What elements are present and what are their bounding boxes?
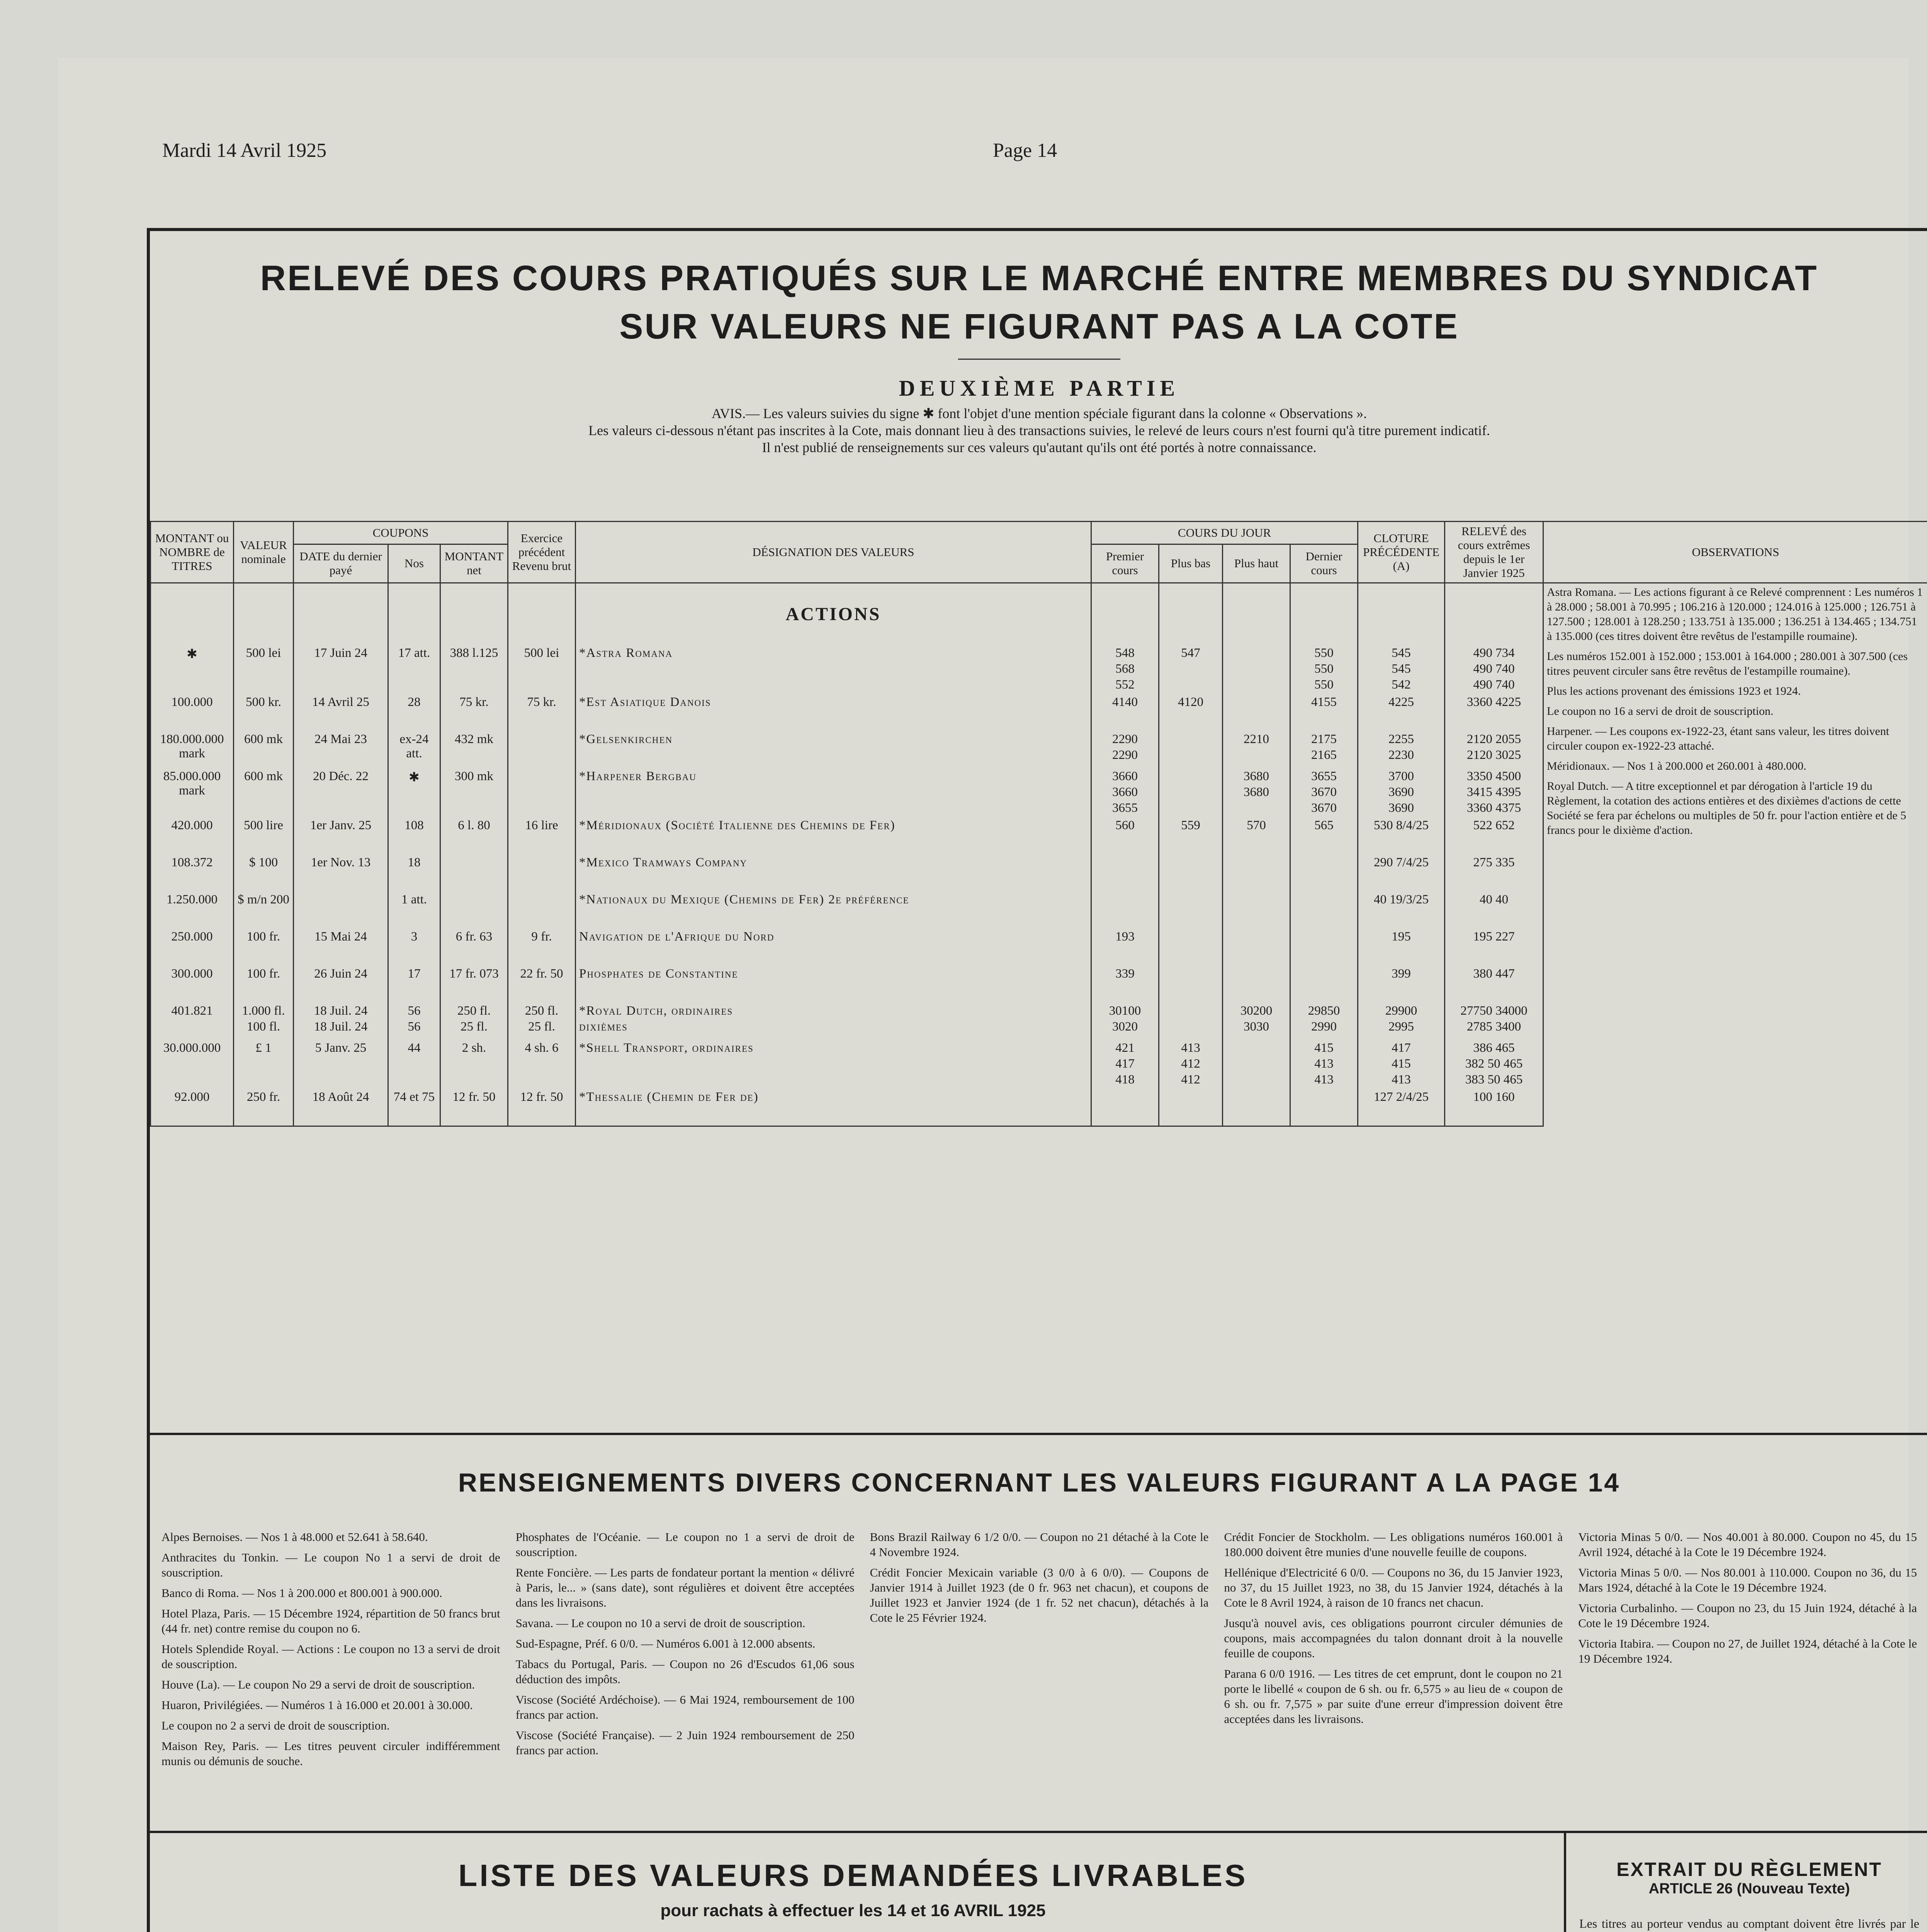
cell-valeur: 100 fr. [234,928,294,965]
cell-valeur: £ 1 [234,1039,294,1088]
liste-subtitle: pour rachats à effectuer les 14 et 16 AVRIL 1925 [660,1901,1046,1920]
renseignement-item: Phosphates de l'Océanie. — Le coupon no 1 a servi de droit de souscription. [515,1530,855,1559]
col-cloture: CLOTURE PRÉCÉDENTE (A) [1358,522,1445,583]
liste-section [150,1838,1927,1932]
cell-premier: 3660 3660 3655 [1091,768,1159,817]
cell-valeur: 1.000 fl. 100 fl. [234,1002,294,1039]
cell-plus-bas [1159,965,1223,1002]
cell-plus-haut [1223,965,1290,1002]
renseignement-item: Victoria Minas 5 0/0. — Nos 40.001 à 80.000. Coupon no 45, du 15 Avril 1924, détaché à la Cote le 19 Décembre 1924. [1578,1530,1917,1559]
cell-montant: 250.000 [151,928,234,965]
cell-dernier: 2175 2165 [1290,731,1358,768]
cell-exercice [508,731,576,768]
cell-designation: *Mexico Tramways Company [576,854,1091,891]
renseignement-item: Rente Foncière. — Les parts de fondateur portant la mention « délivré à Paris, le... » (sans date), sont régulières et doivent être acceptées dans les livraisons. [515,1566,855,1609]
cell-exercice: 75 kr. [508,694,576,731]
renseignement-item: Hellénique d'Electricité 6 0/0. — Coupons no 36, du 15 Janvier 1923, no 37, du 15 Juillet 1923, no 38, du 15 Janvier 1924, détachés à la Cote le 8 Avril 1924, à raison de 10 francs net chacun. [1224,1566,1563,1609]
cell-plus-bas [1159,768,1223,817]
observation-paragraph: Royal Dutch. — A titre exceptionnel et par dérogation à l'article 19 du Règlement, la cotation des actions entières et des dixièmes d'actions de cette Société se fera par échelons ou multiples de 50 fr. pour l'action entière et de 5 francs pour le dixième d'action. [1547,780,1907,837]
cell-plus-haut: 30200 3030 [1223,1002,1290,1039]
renseignements-col-5 [1578,1529,1917,1774]
col-valeur: VALEUR nominale [234,522,294,583]
cell-date: 14 Avril 25 [294,694,388,731]
cell-plus-haut: 3680 3680 [1223,768,1290,817]
cell-net: 6 l. 80 [440,817,508,854]
cell-plus-bas: 547 [1159,645,1223,694]
cell-net: 17 fr. 073 [440,965,508,1002]
cell-valeur: 100 fr. [234,965,294,1002]
renseignement-item: Huaron, Privilégiées. — Numéros 1 à 16.000 et 20.001 à 30.000. [161,1698,473,1712]
renseignement-item: Victoria Curbalinho. — Coupon no 23, du 15 Juin 1924, détaché à la Cote le 19 Décembre 1924. [1578,1601,1917,1630]
cell-designation: *Nationaux du Mexique (Chemins de Fer) 2e préférence [576,891,1091,928]
cell-montant: 180.000.000 mark [151,731,234,768]
cell-dernier: 415 413 413 [1290,1039,1358,1088]
cell-exercice: 16 lire [508,817,576,854]
col-dernier: Dernier cours [1290,544,1358,583]
cell-net: 300 mk [440,768,508,817]
cell-extremes: 40 40 [1445,891,1543,928]
cell-montant: 401.821 [151,1002,234,1039]
cell-date: 17 Juin 24 [294,645,388,694]
title-rule [958,359,1120,360]
cell-montant: 1.250.000 [151,891,234,928]
page [58,58,1923,1932]
cell-premier: 560 [1091,817,1159,854]
liste-title: LISTE DES VALEURS DEMANDÉES LIVRABLES [458,1858,1248,1893]
cell-dernier: 3655 3670 3670 [1290,768,1358,817]
observation-paragraph: Les numéros 152.001 à 152.000 ; 153.001 à 164.000 ; 280.001 à 307.500 (ces titres peuvent circuler sans être revêtus de l'estampille roumaine). [1547,650,1908,677]
cell-extremes: 490 734 490 740 490 740 [1445,645,1543,694]
observation-paragraph: Harpener. — Les coupons ex-1922-23, étant sans valeur, les titres doivent circuler coupon ex-1922-23 attaché. [1547,725,1890,752]
cell-premier: 30100 3020 [1091,1002,1159,1039]
renseignement-item: Crédit Foncier Mexicain variable (3 0/0 à 6 0/0). — Coupons de Janvier 1914 à Juillet 1923 (de 0 fr. 963 net chacun), et coupons de Juillet 1923 et Janvier 1924 (de 1 fr. 52 net chacun), détachés à la Cote le 25 Février 1924. [870,1566,1209,1624]
cell-no: ex-24 att. [388,731,440,768]
cell-designation: *Royal Dutch, ordinaires dixièmes [576,1002,1091,1039]
releve-section [150,254,1927,1433]
cell-plus-haut: 570 [1223,817,1290,854]
cell-plus-bas: 559 [1159,817,1223,854]
renseignement-item: Hotel Plaza, Paris. — 15 Décembre 1924, répartition de 50 francs brut (44 fr. net) contre remise du coupon no 6. [161,1607,500,1635]
cell-exercice: 12 fr. 50 [508,1088,576,1126]
renseignement-item: Viscose (Société Française). — 2 Juin 1924 remboursement de 250 francs par action. [515,1728,855,1757]
cell-premier: 421 417 418 [1091,1039,1159,1088]
cell-cloture: 2255 2230 [1358,731,1445,768]
cell-plus-bas [1159,1002,1223,1039]
releve-title-1: RELEVÉ DES COURS PRATIQUÉS SUR LE MARCHÉ ENTRE MEMBRES DU SYNDICAT [260,259,1818,298]
cell-plus-haut [1223,645,1290,694]
cell-designation: *Harpener Bergbau [576,768,1091,817]
cell-no: 1 att. [388,891,440,928]
cell-valeur: 600 mk [234,731,294,768]
reglement-article: ARTICLE 26 (Nouveau Texte) [1648,1881,1850,1897]
renseignements-col-2 [516,1529,855,1774]
observations-cell [1543,583,1927,1126]
cell-cloture: 4225 [1358,694,1445,731]
cell-cloture: 29900 2995 [1358,1002,1445,1039]
cell-net [440,854,508,891]
cell-montant: 30.000.000 [151,1039,234,1088]
cell-dernier [1290,891,1358,928]
cell-plus-bas [1159,1088,1223,1126]
cell-plus-haut [1223,694,1290,731]
cell-no: 17 [388,965,440,1002]
cell-net: 2 sh. [440,1039,508,1088]
col-observations: OBSERVATIONS [1543,522,1927,583]
cell-plus-haut [1223,928,1290,965]
renseignement-item: Anthracites du Tonkin. — Le coupon No 1 a servi de droit de souscription. [161,1551,500,1579]
cell-designation: *Astra Romana [576,645,1091,694]
cell-exercice: 22 fr. 50 [508,965,576,1002]
cell-extremes: 3360 4225 [1445,694,1543,731]
cell-designation: Phosphates de Constantine [576,965,1091,1002]
reglement-paragraph: Les titres au porteur vendus au comptant doivent être livrés par le [1579,1917,1919,1930]
section-actions-label: ACTIONS [576,583,1091,645]
avis-line-3: Il n'est publié de renseignements sur ces valeurs qu'autant qu'ils ont été portés à notre connaissance. [762,440,1317,455]
col-releve: RELEVÉ des cours extrêmes depuis le 1er Janvier 1925 [1445,522,1543,583]
cell-dernier [1290,965,1358,1002]
cell-cloture: 290 7/4/25 [1358,854,1445,891]
renseignement-item: Savana. — Le coupon no 10 a servi de droit de souscription. [515,1616,805,1630]
cell-no: 3 [388,928,440,965]
cell-exercice: 250 fl. 25 fl. [508,1002,576,1039]
renseignements-col-4 [1224,1529,1563,1774]
col-date: DATE du dernier payé [294,544,388,583]
cell-net: 388 l.125 [440,645,508,694]
main-frame [147,228,1927,1932]
cell-no: 17 att. [388,645,440,694]
renseignements-section [150,1440,1927,1831]
cell-no: 56 56 [388,1002,440,1039]
cell-plus-haut [1223,891,1290,928]
renseignement-item: Bons Brazil Railway 6 1/2 0/0. — Coupon no 21 détaché à la Cote le 4 Novembre 1924. [870,1530,1209,1559]
cell-valeur: $ 100 [234,854,294,891]
cell-dernier [1290,1088,1358,1126]
cell-plus-bas [1159,731,1223,768]
cell-dernier [1290,854,1358,891]
renseignement-item: Hotels Splendide Royal. — Actions : Le coupon no 13 a servi de droit de souscription. [161,1642,500,1671]
cell-premier [1091,854,1159,891]
cell-no: 18 [388,854,440,891]
cell-date: 1er Janv. 25 [294,817,388,854]
cell-net: 250 fl. 25 fl. [440,1002,508,1039]
cell-extremes: 380 447 [1445,965,1543,1002]
cell-net: 12 fr. 50 [440,1088,508,1126]
observation-paragraph: Méridionaux. — Nos 1 à 200.000 et 260.001 à 480.000. [1547,760,1806,772]
cell-designation: Navigation de l'Afrique du Nord [576,928,1091,965]
renseignements-title: RENSEIGNEMENTS DIVERS CONCERNANT LES VALEURS FIGURANT A LA PAGE 14 [458,1468,1621,1497]
col-plus-bas: Plus bas [1159,544,1223,583]
cell-extremes: 195 227 [1445,928,1543,965]
cell-exercice: 9 fr. [508,928,576,965]
cell-montant: 85.000.000 mark [151,768,234,817]
reglement-title: EXTRAIT DU RÈGLEMENT [1616,1859,1882,1880]
cell-montant: 92.000 [151,1088,234,1126]
cell-date: 18 Juil. 24 18 Juil. 24 [294,1002,388,1039]
renseignement-item: Crédit Foncier de Stockholm. — Les obligations numéros 160.001 à 180.000 doivent être munies d'une nouvelle feuille de coupons. [1224,1530,1563,1559]
cell-dernier: 4155 [1290,694,1358,731]
cell-montant: 100.000 [151,694,234,731]
col-exercice: Exercice précédent Revenu brut [508,522,576,583]
page-number: Page 14 [993,139,1057,162]
cell-valeur: 500 lei [234,645,294,694]
liste-heading [150,1858,1556,1920]
col-designation: DÉSIGNATION DES VALEURS [576,522,1091,583]
col-montant: MONTANT ou NOMBRE de TITRES [151,522,234,583]
cell-montant: 420.000 [151,817,234,854]
cell-plus-bas [1159,891,1223,928]
cell-date: 24 Mai 23 [294,731,388,768]
cell-date: 15 Mai 24 [294,928,388,965]
section-divider [150,1433,1927,1435]
cell-premier: 2290 2290 [1091,731,1159,768]
releve-title-2: SUR VALEURS NE FIGURANT PAS A LA COTE [619,307,1459,346]
cell-plus-haut: 2210 [1223,731,1290,768]
renseignement-item: Houve (La). — Le coupon No 29 a servi de droit de souscription. [161,1678,475,1691]
cell-plus-haut [1223,854,1290,891]
cell-dernier: 29850 2990 [1290,1002,1358,1039]
cell-cloture: 530 8/4/25 [1358,817,1445,854]
cell-no: 74 et 75 [388,1088,440,1126]
cell-plus-bas: 4120 [1159,694,1223,731]
cell-cloture: 40 19/3/25 [1358,891,1445,928]
cell-extremes: 2120 2055 2120 3025 [1445,731,1543,768]
cell-dernier: 550 550 550 [1290,645,1358,694]
renseignement-item: Tabacs du Portugal, Paris. — Coupon no 26 d'Escudos 61,06 sous déduction des impôts. [515,1657,855,1686]
cell-premier [1091,891,1159,928]
reglement-rule [1564,1831,1566,1932]
col-no: Nos [388,544,440,583]
renseignement-item: Banco di Roma. — Nos 1 à 200.000 et 800.001 à 900.000. [161,1586,442,1600]
cell-no: ✱ [388,768,440,817]
cell-extremes: 386 465 382 50 465 383 50 465 [1445,1039,1543,1088]
col-premier: Premier cours [1091,544,1159,583]
cell-cloture: 3700 3690 3690 [1358,768,1445,817]
cell-date: 5 Janv. 25 [294,1039,388,1088]
cell-designation: *Thessalie (Chemin de Fer de) [576,1088,1091,1126]
cell-plus-bas [1159,854,1223,891]
renseignements-columns [161,1529,1917,1774]
cell-net: 75 kr. [440,694,508,731]
renseignement-item: Alpes Bernoises. — Nos 1 à 48.000 et 52.641 à 58.640. [161,1530,428,1544]
cell-cloture: 195 [1358,928,1445,965]
col-montant-net: MONTANT net [440,544,508,583]
cell-valeur: 250 fr. [234,1088,294,1126]
cell-exercice: 4 sh. 6 [508,1039,576,1088]
renseignement-item: Maison Rey, Paris. — Les titres peuvent circuler indifféremment munis ou démunis de souche. [161,1739,500,1768]
cell-date: 18 Août 24 [294,1088,388,1126]
renseignement-item: Jusqu'à nouvel avis, ces obligations pourront circuler démunies de coupons, mais accompagnées du talon donnant droit à la nouvelle feuille de coupons. [1224,1616,1563,1660]
renseignement-item: Victoria Minas 5 0/0. — Nos 80.001 à 110.000. Coupon no 36, du 15 Mars 1924, détaché à la Cote le 19 Décembre 1924. [1578,1566,1917,1594]
cell-valeur: 500 kr. [234,694,294,731]
cell-no: 44 [388,1039,440,1088]
renseignement-item: Parana 6 0/0 1916. — Les titres de cet emprunt, dont le coupon no 21 porte le libellé « coupon de 6 sh. ou fr. 6,575 » au lieu de « coupon de 6 sh. ou fr. 7,575 » par suite d'une erreur d'impression doivent être acceptées dans les livraisons. [1224,1667,1563,1726]
avis-line-1: AVIS.— Les valeurs suivies du signe ✱ font l'objet d'une mention spéciale figurant dans la colonne « Observations ». [711,406,1367,421]
cell-cloture: 417 415 413 [1358,1039,1445,1088]
cell-net [440,891,508,928]
cell-cloture: 127 2/4/25 [1358,1088,1445,1126]
cell-date: 1er Nov. 13 [294,854,388,891]
cell-extremes: 27750 34000 2785 3400 [1445,1002,1543,1039]
cell-extremes: 522 652 [1445,817,1543,854]
cell-no: 108 [388,817,440,854]
cell-designation: *Shell Transport, ordinaires [576,1039,1091,1088]
partie-heading: DEUXIÈME PARTIE [899,376,1180,401]
cours-table [150,521,1927,1127]
col-plus-haut: Plus haut [1223,544,1290,583]
cell-exercice [508,768,576,817]
cell-dernier: 565 [1290,817,1358,854]
cell-plus-bas: 413 412 412 [1159,1039,1223,1088]
cell-dernier [1290,928,1358,965]
observation-paragraph: Le coupon no 16 a servi de droit de souscription. [1547,705,1774,718]
renseignement-item: Sud-Espagne, Préf. 6 0/0. — Numéros 6.001 à 12.000 absents. [515,1637,816,1650]
cell-date [294,891,388,928]
avis-line-2: Les valeurs ci-dessous n'étant pas inscrites à la Cote, mais donnant lieu à des transactions suivies, le relevé de leurs cours n'est fourni qu'à titre purement indicatif. [588,423,1490,438]
cell-plus-haut [1223,1088,1290,1126]
col-cours-du-jour: COURS DU JOUR [1091,522,1358,544]
observation-paragraph: Astra Romana. — Les actions figurant à ce Relevé comprennent : Les numéros 1 à 28.000 ; 58.001 à 70.995 ; 106.216 à 120.000 ; 124.016 à 125.000 ; 126.751 à 127.500 ; 128.001 à 128.250 ; 133.751 à 135.000 ; 136.251 à 134.465 ; 134.751 à 135.000 (ces titres doivent être revêtus de l'estampille roumaine). [1547,586,1923,643]
cell-montant: 300.000 [151,965,234,1002]
renseignements-col-3 [870,1529,1209,1774]
cell-designation: *Est Asiatique Danois [576,694,1091,731]
cell-net: 432 mk [440,731,508,768]
renseignements-col-1 [161,1529,500,1774]
cell-premier [1091,1088,1159,1126]
observation-paragraph: Plus les actions provenant des émissions 1923 et 1924. [1547,685,1801,697]
cell-plus-haut [1223,1039,1290,1088]
cell-exercice: 500 lei [508,645,576,694]
cell-designation: *Méridionaux (Société Italienne des Chemins de Fer) [576,817,1091,854]
cell-extremes: 3350 4500 3415 4395 3360 4375 [1445,768,1543,817]
cell-premier: 548 568 552 [1091,645,1159,694]
cell-extremes: 100 160 [1445,1088,1543,1126]
page-date: Mardi 14 Avril 1925 [162,139,327,162]
cell-no: 28 [388,694,440,731]
cell-valeur: $ m/n 200 [234,891,294,928]
cell-net: 6 fr. 63 [440,928,508,965]
cell-montant: ✱ [151,645,234,694]
section-divider [150,1831,1927,1833]
col-coupons: COUPONS [294,522,508,544]
reglement-block [1579,1859,1919,1932]
cell-premier: 193 [1091,928,1159,965]
renseignement-item: Le coupon no 2 a servi de droit de souscription. [161,1719,390,1732]
cell-cloture: 545 545 542 [1358,645,1445,694]
cell-extremes: 275 335 [1445,854,1543,891]
cell-date: 26 Juin 24 [294,965,388,1002]
renseignement-item: Viscose (Société Ardéchoise). — 6 Mai 1924, remboursement de 100 francs par action. [515,1693,855,1721]
cell-exercice [508,891,576,928]
cell-date: 20 Déc. 22 [294,768,388,817]
renseignement-item: Victoria Itabira. — Coupon no 27, de Juillet 1924, détaché à la Cote le 19 Décembre 1924. [1578,1637,1917,1665]
cell-valeur: 600 mk [234,768,294,817]
cell-cloture: 399 [1358,965,1445,1002]
cell-plus-bas [1159,928,1223,965]
cell-valeur: 500 lire [234,817,294,854]
cell-premier: 339 [1091,965,1159,1002]
cell-montant: 108.372 [151,854,234,891]
cell-exercice [508,854,576,891]
cell-designation: *Gelsenkirchen [576,731,1091,768]
cell-premier: 4140 [1091,694,1159,731]
